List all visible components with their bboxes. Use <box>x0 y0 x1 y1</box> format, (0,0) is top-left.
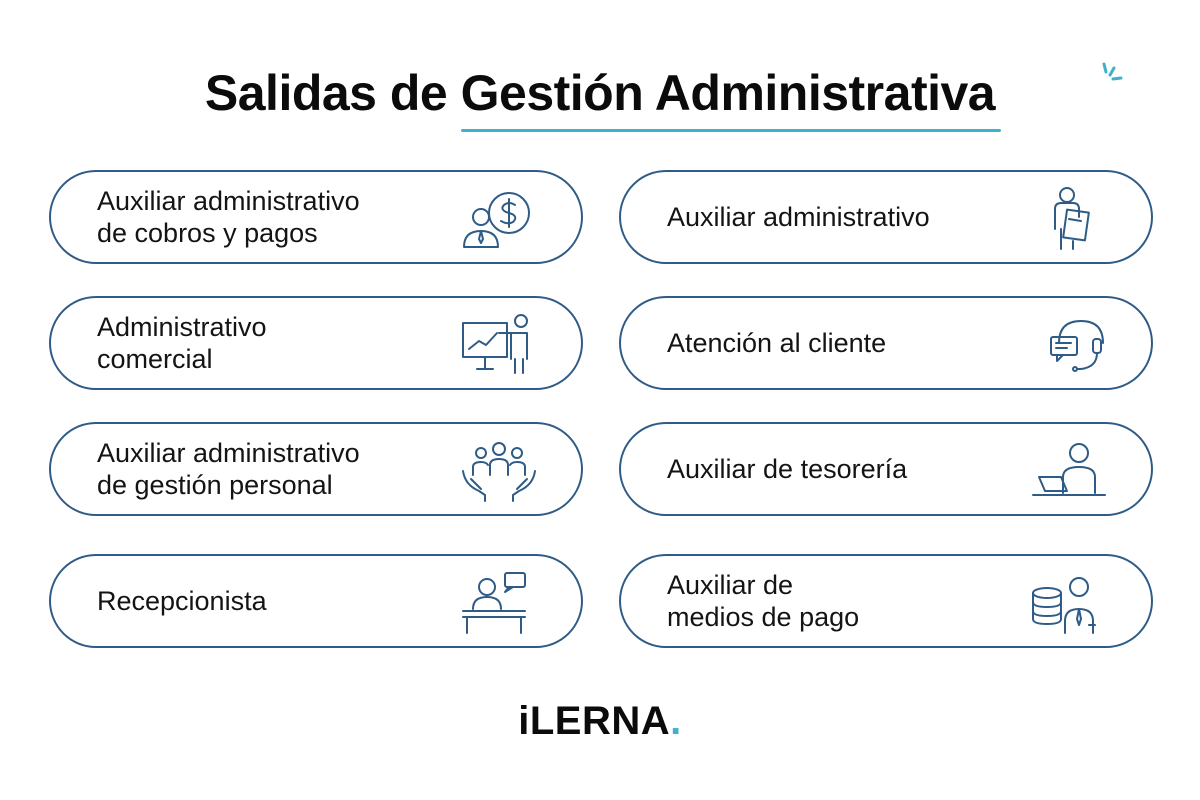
card-label <box>667 327 1007 359</box>
card-label-line: de cobros y pagos <box>97 218 318 248</box>
card-label-line: comercial <box>97 344 213 374</box>
headset-chat-icon <box>1029 311 1109 379</box>
card-label <box>667 201 1007 233</box>
card-label-line: Administrativo <box>97 312 267 342</box>
ilerna-logo <box>0 696 1200 746</box>
card-label-line: Atención al cliente <box>667 328 887 358</box>
card-label <box>667 453 1007 485</box>
card-label-line: Recepcionista <box>97 586 267 616</box>
logo-dot: . <box>670 699 682 743</box>
card-administrativo-comercial <box>49 296 583 390</box>
person-dollar-icon <box>459 185 539 253</box>
card-auxiliar-administrativo <box>619 170 1153 264</box>
title-underline <box>461 129 1001 132</box>
card-label <box>97 585 437 617</box>
title-highlight-text: Gestión Administrativa <box>460 65 996 121</box>
card-label-line: de gestión personal <box>97 470 333 500</box>
card-recepcionista <box>49 554 583 648</box>
card-auxiliar-cobros-pagos <box>49 170 583 264</box>
card-label-line: Auxiliar administrativo <box>97 438 360 468</box>
presentation-chart-icon <box>459 311 539 379</box>
card-label-line: medios de pago <box>667 602 860 632</box>
database-person-icon <box>1029 569 1109 637</box>
logo-text: iLERNA <box>518 699 671 743</box>
person-clipboard-icon <box>1029 185 1109 253</box>
reception-desk-icon <box>459 569 539 637</box>
card-label-line: Auxiliar de tesorería <box>667 454 908 484</box>
title-prefix: Salidas de <box>204 65 461 121</box>
card-label <box>97 185 437 249</box>
person-laptop-icon <box>1029 437 1109 505</box>
card-label <box>667 569 1007 633</box>
sparkle-icon <box>1094 58 1126 90</box>
card-label <box>97 311 437 375</box>
team-hands-icon <box>459 437 539 505</box>
card-auxiliar-medios-pago <box>619 554 1153 648</box>
card-auxiliar-gestion-personal <box>49 422 583 516</box>
card-label-line: Auxiliar administrativo <box>667 202 930 232</box>
card-auxiliar-tesoreria <box>619 422 1153 516</box>
card-atencion-cliente <box>619 296 1153 390</box>
page-title <box>0 58 1200 128</box>
card-label-line: Auxiliar de <box>667 570 794 600</box>
card-label <box>97 437 437 501</box>
card-label-line: Auxiliar administrativo <box>97 186 360 216</box>
title-highlight <box>461 58 995 128</box>
